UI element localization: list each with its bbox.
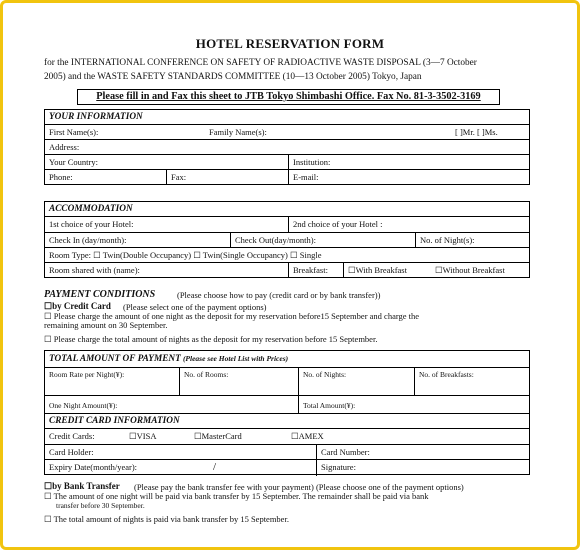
first-name-field[interactable]: First Name(s):: [49, 127, 99, 137]
without-breakfast-checkbox[interactable]: ☐Without Breakfast: [435, 265, 505, 275]
amex-checkbox[interactable]: ☐AMEX: [291, 431, 324, 441]
mastercard-checkbox[interactable]: ☐MasterCard: [194, 431, 242, 441]
credit-option-1[interactable]: ☐ Please charge the amount of one night as the deposit for my reservation before15 September and charge the: [44, 311, 420, 321]
one-night-amount-field[interactable]: One Night Amount(¥):: [49, 401, 118, 410]
total-amount-note: (Please see Hotel List with Prices): [182, 354, 289, 363]
card-holder-field[interactable]: Card Holder:: [49, 447, 94, 457]
form-title: HOTEL RESERVATION FORM: [195, 36, 385, 51]
payment-header-note: (Please choose how to pay (credit card or by bank transfer)): [177, 290, 381, 300]
credit-card-checkbox[interactable]: ☐by Credit Card: [44, 301, 111, 311]
breakfast-label: Breakfast:: [288, 263, 343, 278]
expiry-slash: /: [213, 461, 217, 473]
credit-card-info-header: CREDIT CARD INFORMATION: [49, 416, 180, 426]
bank-option-1-cont: transfer before 30 September.: [56, 501, 145, 510]
title-options[interactable]: [ ]Mr. [ ]Ms.: [455, 127, 498, 137]
your-information-header: YOUR INFORMATION: [49, 112, 143, 122]
expiry-date-field[interactable]: Expiry Date(month/year):: [49, 462, 138, 472]
institution-field[interactable]: Institution:: [288, 155, 531, 170]
fax-field[interactable]: Fax:: [166, 170, 288, 185]
family-name-field[interactable]: Family Name(s):: [209, 127, 267, 137]
breakfasts-count-field[interactable]: No. of Breakfasts:: [414, 368, 531, 396]
bank-option-2[interactable]: ☐ The total amount of nights is paid via bank transfer by 15 September.: [44, 514, 289, 524]
payment-table: [44, 350, 530, 475]
fax-notice: Please fill in and Fax this sheet to JTB Tokyo Shimbashi Office. Fax No. 81-3-3502-3169: [77, 89, 500, 105]
payment-header: PAYMENT CONDITIONS: [44, 289, 156, 300]
total-amount-field[interactable]: Total Amount(¥):: [298, 396, 531, 414]
phone-field[interactable]: Phone:: [49, 172, 73, 182]
accommodation-table: [44, 201, 530, 278]
intro-line-2: 2005) and the WASTE SAFETY STANDARDS COMMITTEE (10—13 October 2005) Tokyo, Japan: [44, 72, 422, 82]
room-shared-field[interactable]: Room shared with (name):: [49, 265, 140, 275]
nights-field[interactable]: No. of Night(s):: [415, 233, 531, 248]
signature-field[interactable]: Signature:: [316, 460, 531, 476]
bank-transfer-note: (Please pay the bank transfer fee with your payment) (Please choose one of the payment options): [134, 482, 464, 492]
second-hotel-choice-field[interactable]: 2nd choice of your Hotel :: [288, 217, 531, 233]
total-amount-header: TOTAL AMOUNT OF PAYMENT: [49, 354, 181, 364]
check-out-field[interactable]: Check Out(day/month):: [230, 233, 415, 248]
bank-option-1[interactable]: ☐ The amount of one night will be paid via bank transfer by 15 September. The remainder shall be paid via bank: [44, 491, 429, 501]
visa-checkbox[interactable]: ☐VISA: [129, 431, 157, 441]
credit-cards-label: Credit Cards:: [49, 431, 95, 441]
room-type-options[interactable]: Room Type: ☐ Twin(Double Occupancy) ☐ Twin(Single Occupancy) ☐ Single: [49, 250, 322, 260]
accommodation-header: ACCOMMODATION: [49, 204, 133, 214]
check-in-field[interactable]: Check In (day/month):: [49, 235, 127, 245]
rooms-count-field[interactable]: No. of Rooms:: [179, 368, 298, 396]
nights-count-field[interactable]: No. of Nights:: [298, 368, 414, 396]
email-field[interactable]: E-mail:: [288, 170, 531, 185]
room-rate-field[interactable]: Room Rate per Night(¥):: [49, 370, 125, 379]
credit-option-2[interactable]: ☐ Please charge the total amount of nights as the deposit for my reservation before 15 September.: [44, 334, 378, 344]
bank-transfer-checkbox[interactable]: ☐by Bank Transfer: [44, 481, 120, 491]
address-field[interactable]: Address:: [49, 142, 80, 152]
credit-option-1-cont: remaining amount on 30 September.: [44, 320, 168, 330]
with-breakfast-checkbox[interactable]: ☐With Breakfast: [343, 263, 431, 278]
card-number-field[interactable]: Card Number:: [316, 445, 531, 460]
country-field[interactable]: Your Country:: [49, 157, 98, 167]
first-hotel-choice-field[interactable]: 1st choice of your Hotel:: [49, 219, 134, 229]
credit-card-note: (Please select one of the payment options): [123, 302, 267, 312]
your-information-table: [44, 109, 530, 185]
intro-line-1: for the INTERNATIONAL CONFERENCE ON SAFETY OF RADIOACTIVE WASTE DISPOSAL (3—7 October: [44, 58, 477, 68]
